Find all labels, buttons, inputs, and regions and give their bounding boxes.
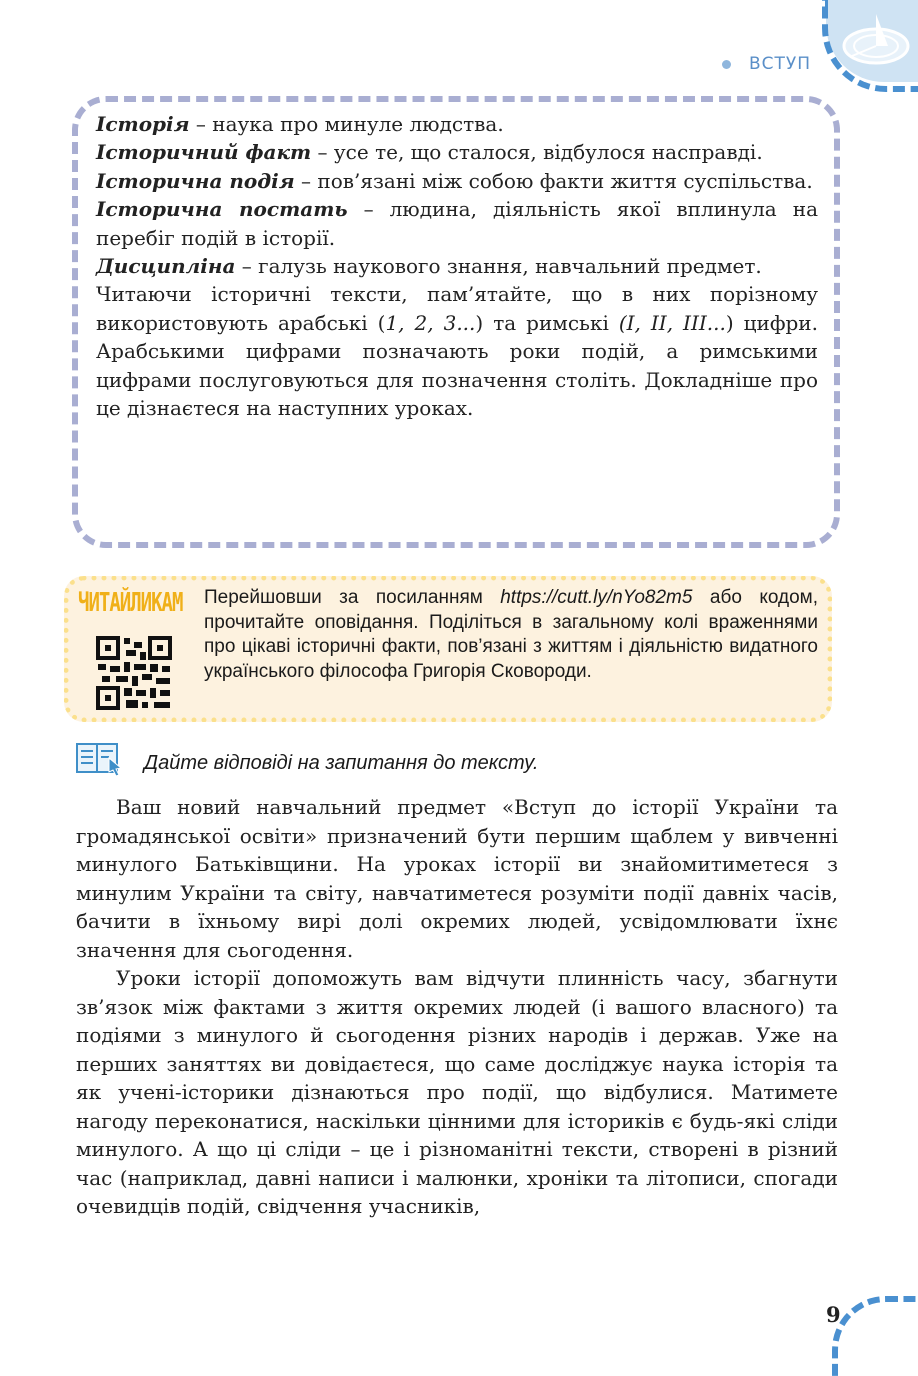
definition-text: – людина, діяльність якої вплинула на перебіг подій в історії. — [96, 197, 818, 250]
definition-item — [96, 167, 818, 195]
section-label — [722, 54, 811, 74]
body-paragraph: Уроки історії допоможуть вам відчути плинність часу, збагнути зв’язок між фактами з життя окремих людей (і вашого власного) та подіями з минулого й сьогодення різних народів і держав. Уже на перших заняттях ви довідаєтеся, що саме досліджує наука історія та як учені-історики дізнаються про події, що відбулися. Матимете нагоду переконатися, наскільки цінними для істориків є будь-які сліди минулого. А що ці сліди – це і різноманітні тексти, створені в різний час (наприклад, давні написи і малюнки, хроніки та літописи, спогади очевидців подій, свідчення учасників, — [76, 966, 838, 1218]
definitions-text — [96, 110, 818, 422]
page-number: 9 — [826, 1302, 841, 1327]
definition-term: Історична постать — [96, 197, 348, 222]
book-pointer-icon — [76, 742, 122, 778]
note-text: ) цифри. Арабськими цифрами позначають роки подій, а римськими цифрами послуговуються для позначення століть. Докладніше про це дізнаєтеся на наступних уроках. — [96, 310, 818, 421]
definition-term: Дисципліна — [96, 254, 236, 279]
numerals-note — [96, 280, 818, 422]
body-paragraph: Ваш новий навчальний предмет «Вступ до історії України та громадянської освіти» призначений бути першим щаблем у вивченні минулого Батьківщини. На уроках історії ви знайомитиметеся з минулим України та світу, навчатиметеся розуміти події давніх часів, бачити в їхньому вирі долі окремих людей, усвідомлювати їхнє значення для сьогодення. — [76, 795, 838, 962]
definition-item — [96, 195, 818, 252]
arabic-numerals: 1, 2, 3... — [385, 310, 476, 335]
reading-text — [204, 586, 818, 684]
definition-term: Історичний факт — [96, 140, 312, 165]
definition-term: Історія — [96, 112, 190, 136]
definition-item — [96, 138, 818, 166]
bullet-dot-icon — [722, 60, 731, 69]
corner-dash-decoration — [822, 0, 918, 92]
qr-code-icon[interactable] — [96, 636, 172, 710]
instruction-text: Дайте відповіді на запитання до тексту. — [144, 752, 539, 774]
note-text: Читаючи історичні тексти, пам’ятайте, що в них порізному використовують арабські ( — [96, 282, 818, 335]
reading-heading: ЧИТАЙЛИКАМ — [78, 588, 183, 618]
section-title: ВСТУП — [749, 54, 812, 74]
definition-text: – галузь наукового знання, навчальний предмет. — [235, 254, 762, 279]
body-text — [76, 793, 838, 1221]
roman-numerals: (I, II, III... — [618, 310, 726, 335]
definition-text: – усе те, що сталося, відбулося насправді. — [311, 140, 763, 165]
reading-link[interactable]: https://cutt.ly/nYo82m5 — [500, 587, 693, 608]
definition-text: – пов’язані між собою факти життя суспільства. — [294, 168, 813, 193]
definition-item — [96, 252, 818, 280]
definition-text: – наука про минуле людства. — [189, 112, 504, 136]
bottom-dash-decoration — [832, 1296, 918, 1376]
reading-text-part: Перейшовши за посиланням — [204, 587, 501, 608]
definition-term: Історична подія — [96, 168, 295, 193]
reading-text-part: або кодом, прочитайте оповідання. Поділіться в загальному колі враженнями про цікаві історичні факти, пов’язані з життям і діяльністю видатного українського філософа Григорія Сковороди. — [204, 587, 818, 682]
definition-item — [96, 110, 818, 138]
note-text: ) та римські — [475, 310, 619, 335]
